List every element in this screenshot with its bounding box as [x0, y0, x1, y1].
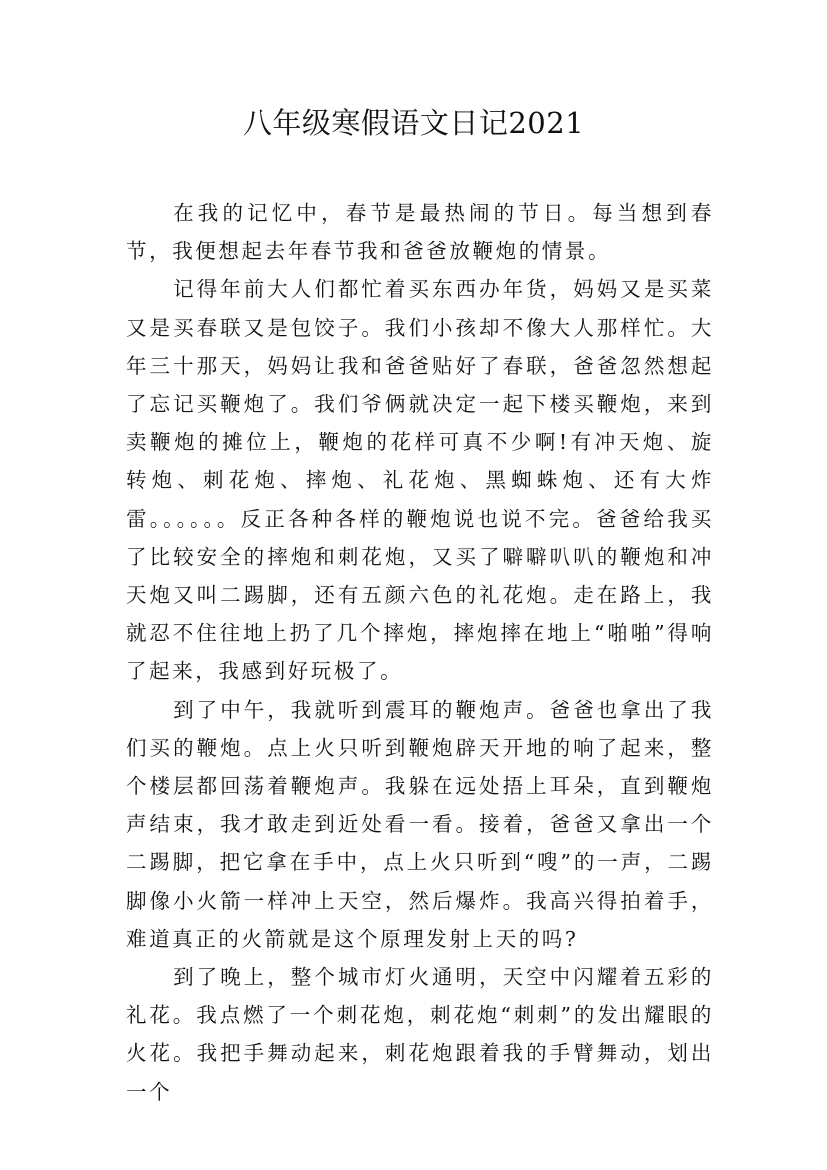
document-title: 八年级寒假语文日记2021 — [242, 106, 585, 140]
paragraph-3: 到了中午，我就听到震耳的鞭炮声。爸爸也拿出了我们买的鞭炮。点上火只听到鞭炮辟天开地的响了起来，整个楼层都回荡着鞭炮声。我躲在远处捂上耳朵，直到鞭炮声结束，我才敢走到近处看一看。接着，爸爸又拿出一个二踢脚，把它拿在手中，点上火只听到“嗖”的一声，二踢脚像小火箭一样冲上天空，然后爆炸。我高兴得拍着手，难道真正的火箭就是这个原理发射上天的吗? — [126, 697, 714, 951]
paragraph-4: 到了晚上，整个城市灯火通明，天空中闪耀着五彩的礼花。我点燃了一个刺花炮，刺花炮“刺刺”的发出耀眼的火花。我把手舞动起来，刺花炮跟着我的手臂舞动，划出一个 — [126, 965, 714, 1104]
paragraph-1: 在我的记忆中，春节是最热闹的节日。每当想到春节，我便想起去年春节我和爸爸放鞭炮的情景。 — [126, 201, 714, 264]
document-body — [126, 194, 714, 1111]
paragraph-2: 记得年前大人们都忙着买东西办年货，妈妈又是买菜又是买春联又是包饺子。我们小孩却不像大人那样忙。大年三十那天，妈妈让我和爸爸贴好了春联，爸爸忽然想起了忘记买鞭炮了。我们爷俩就决定一起下楼买鞭炮，来到卖鞭炮的摊位上，鞭炮的花样可真不少啊!有冲天炮、旋转炮、刺花炮、摔炮、礼花炮、黑蜘蛛炮、还有大炸雷。。。。。。反正各种各样的鞭炮说也说不完。爸爸给我买了比较安全的摔炮和刺花炮，又买了噼噼叭叭的鞭炮和冲天炮又叫二踢脚，还有五颜六色的礼花炮。走在路上，我就忍不住往地上扔了几个摔炮，摔炮摔在地上“啪啪”得响了起来，我感到好玩极了。 — [126, 277, 714, 684]
